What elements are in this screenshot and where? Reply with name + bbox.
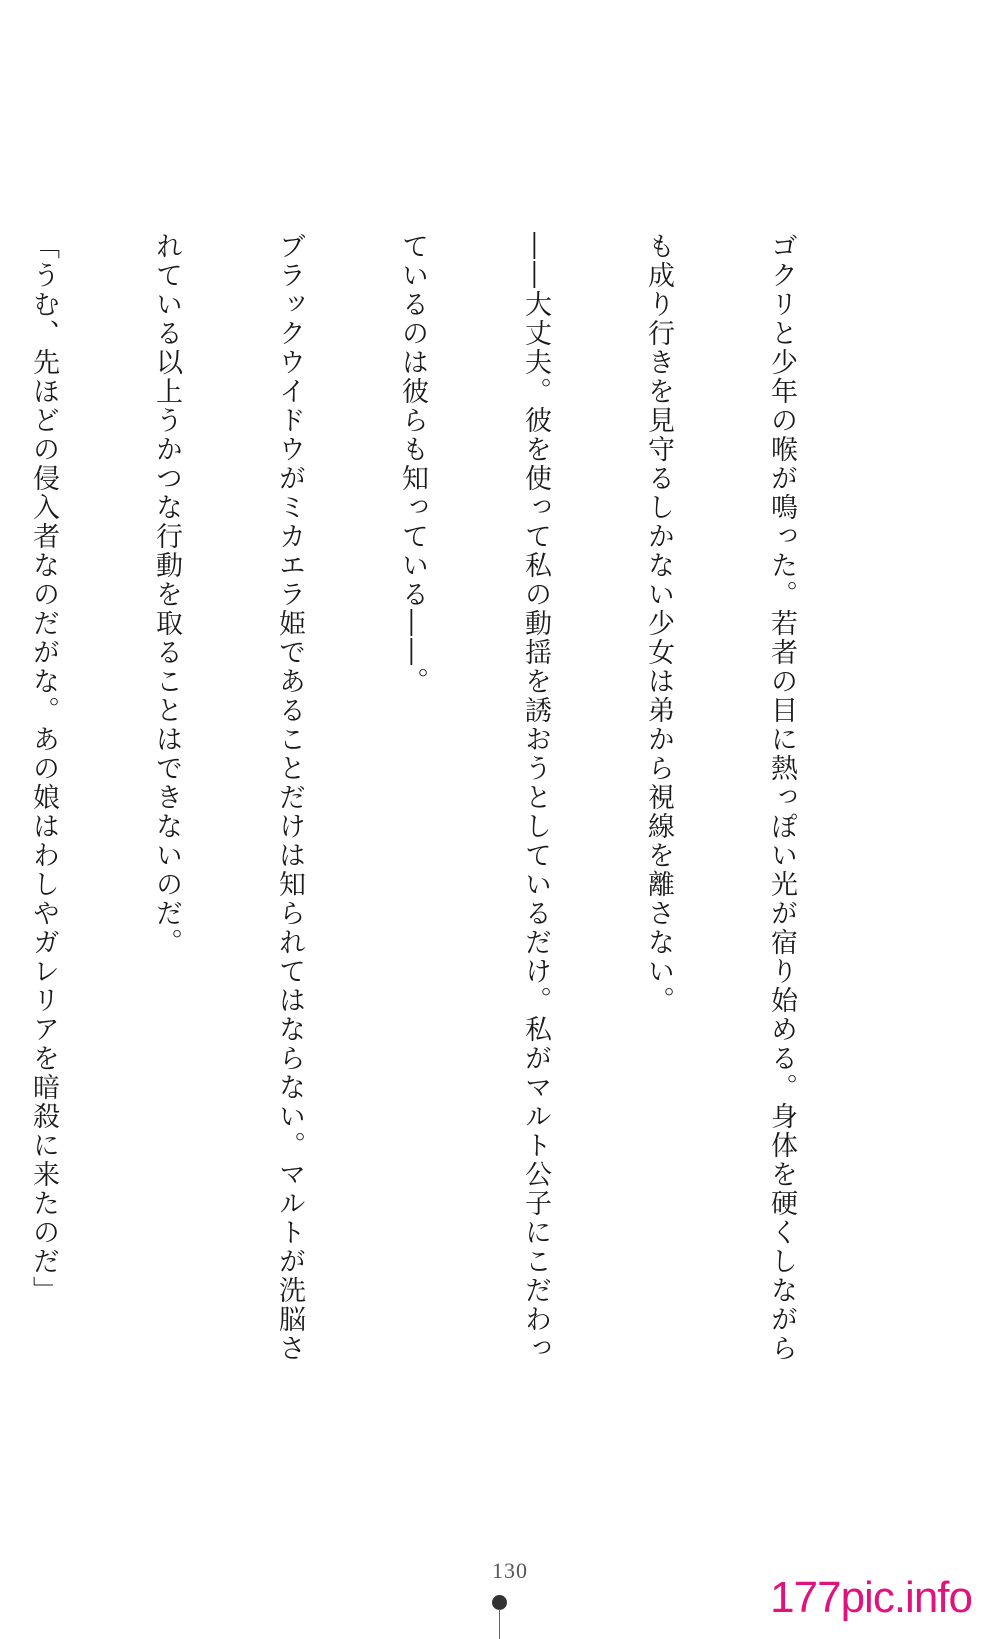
vertical-text-block [0, 232, 884, 1363]
text-line: も成り行きを見守るしかない少女は弟から視線を離さない。 [643, 232, 674, 1015]
text-line: ブラックウイドウがミカエラ姫であることだけは知られてはならない。マルトが洗脳さ [274, 232, 305, 1363]
page-number: 130 [492, 1558, 528, 1583]
text-line: 「うむ、先ほどの侵入者なのだがな。あの娘はわしやガレリアを暗殺に来たのだ」 [28, 232, 59, 1305]
marker-stem [499, 1609, 500, 1639]
text-line: ているのは彼らも知っている――。 [397, 232, 428, 696]
marker-dot [492, 1595, 507, 1610]
watermark-text: 177pic.info [770, 1573, 972, 1622]
page-marker-icon [492, 1595, 508, 1637]
text-line: ゴクリと少年の喉が鳴った。若者の目に熱っぽい光が宿り始める。身体を硬くしながら [766, 232, 797, 1363]
text-line: れている以上うかつな行動を取ることはできないのだ。 [151, 232, 182, 957]
text-line: ――大丈夫。彼を使って私の動揺を誘おうとしているだけ。私がマルト公子にこだわっ [520, 232, 551, 1363]
